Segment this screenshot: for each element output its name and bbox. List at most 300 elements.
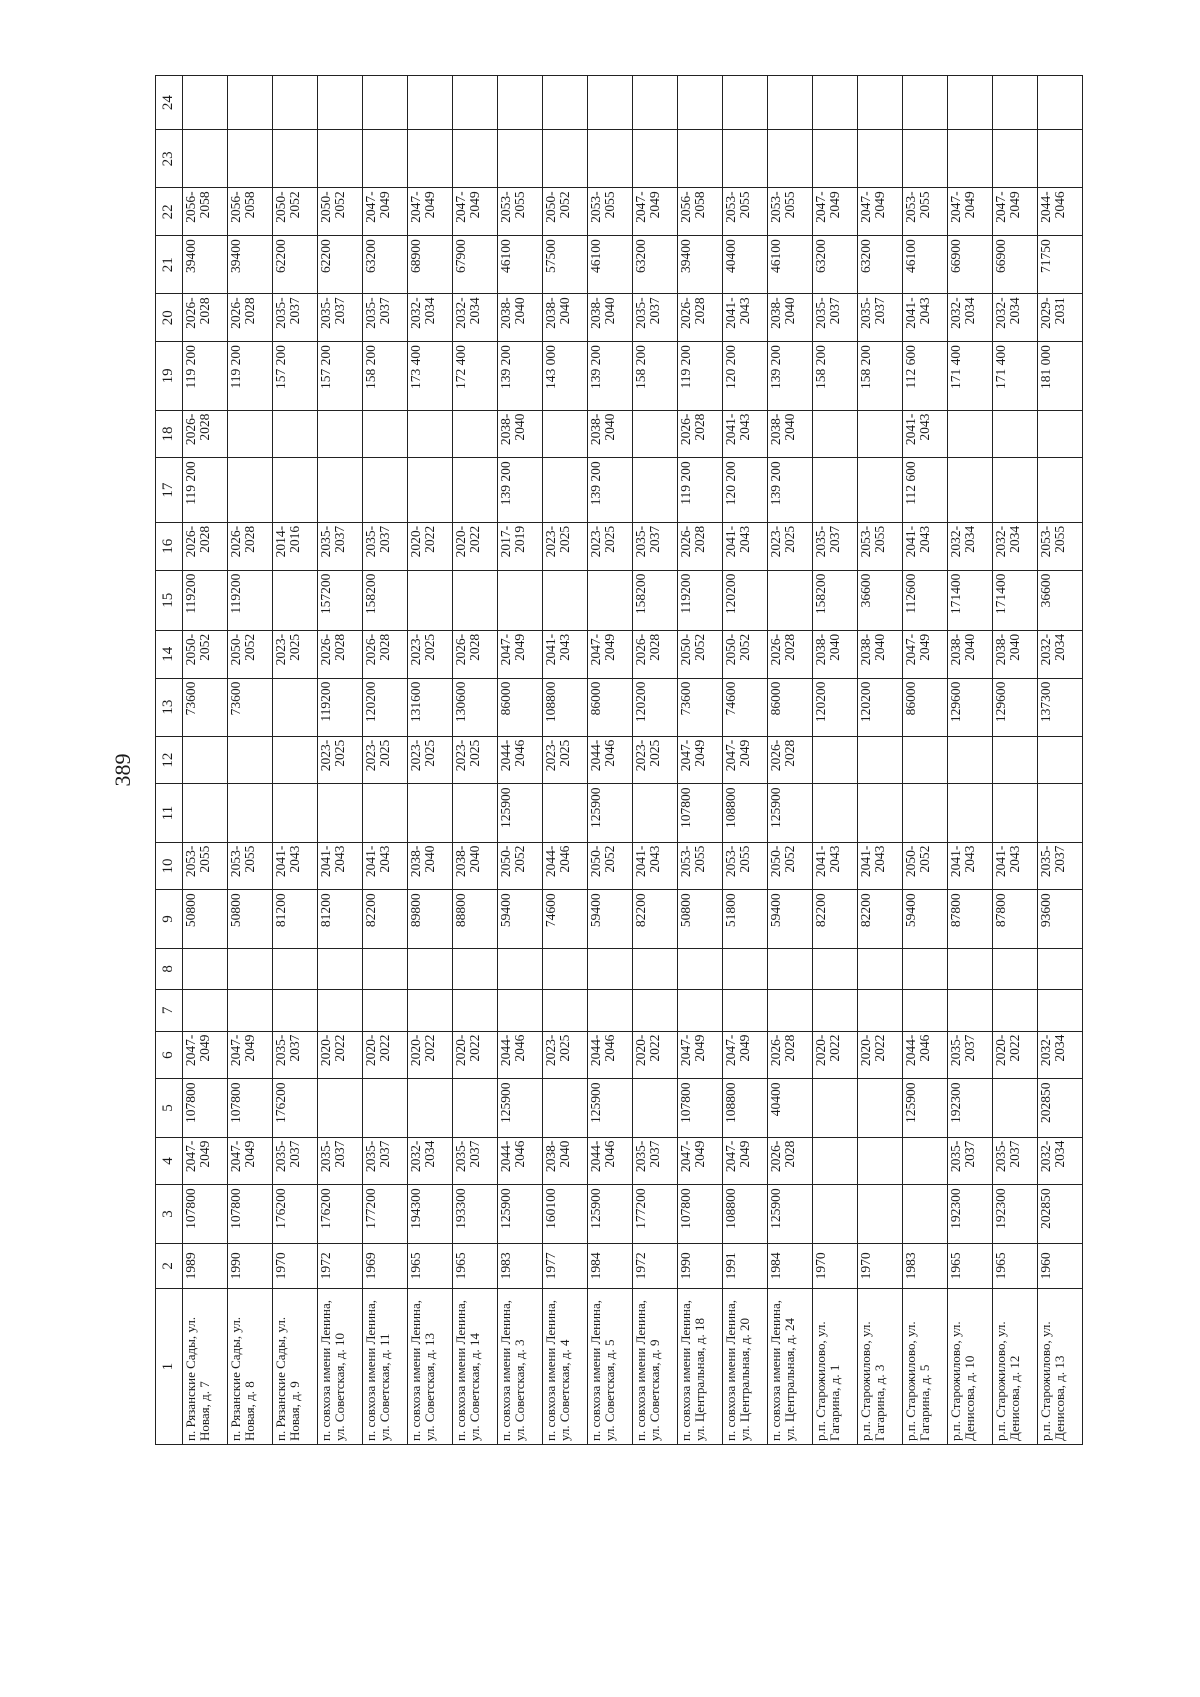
period-cell: 2047-2049: [723, 736, 768, 784]
cost-cell: [408, 784, 453, 842]
cost-cell: 40400: [768, 1079, 813, 1137]
period-cell: 2020-2022: [858, 1031, 903, 1079]
cost-cell: 139 200: [588, 458, 633, 522]
column-header: 9: [156, 890, 183, 948]
cost-cell: 46100: [768, 236, 813, 294]
year-built-cell: 1970: [273, 1243, 318, 1289]
cost-cell: [318, 990, 363, 1032]
cost-cell: 63200: [858, 236, 903, 294]
cost-cell: [453, 570, 498, 630]
cost-cell: [453, 1079, 498, 1137]
address-cell: п. Рязанские Сады, ул. Новая, д. 8: [228, 1289, 273, 1445]
cost-cell: [858, 784, 903, 842]
table-row: [183, 76, 228, 1445]
address-cell: п. Рязанские Сады, ул. Новая, д. 7: [183, 1289, 228, 1445]
cost-cell: 88800: [453, 890, 498, 948]
period-cell: 2044-2046: [498, 1137, 543, 1185]
cost-cell: [993, 990, 1038, 1032]
period-cell: 2035-2037: [318, 294, 363, 342]
cost-cell: 107800: [228, 1079, 273, 1137]
cost-cell: 119 200: [183, 342, 228, 411]
column-header: 19: [156, 342, 183, 411]
period-cell: [813, 76, 858, 130]
cost-cell: 192300: [948, 1079, 993, 1137]
cost-cell: [273, 458, 318, 522]
period-cell: 2029-2031: [1038, 294, 1083, 342]
cost-cell: 93600: [1038, 890, 1083, 948]
period-cell: 2026-2028: [768, 630, 813, 678]
period-cell: 2032-2034: [1038, 1031, 1083, 1079]
period-cell: 2026-2028: [768, 736, 813, 784]
period-cell: 2020-2022: [633, 1031, 678, 1079]
period-cell: 2047-2049: [678, 736, 723, 784]
column-header: 13: [156, 678, 183, 736]
period-cell: 2035-2037: [813, 294, 858, 342]
table-row: [903, 76, 948, 1445]
cost-cell: [813, 990, 858, 1032]
period-cell: 2020-2022: [408, 522, 453, 570]
cost-cell: [813, 130, 858, 188]
cost-cell: 50800: [678, 890, 723, 948]
cost-cell: 125900: [768, 1185, 813, 1243]
cost-cell: 59400: [903, 890, 948, 948]
period-cell: [633, 76, 678, 130]
address-cell: п. совхоза имени Ленина, ул. Центральная, д. 24: [768, 1289, 813, 1445]
period-cell: [273, 76, 318, 130]
period-cell: 2026-2028: [453, 630, 498, 678]
cost-cell: [858, 1185, 903, 1243]
period-cell: 2026-2028: [183, 522, 228, 570]
period-cell: 2026-2028: [768, 1137, 813, 1185]
cost-cell: [363, 458, 408, 522]
period-cell: [453, 76, 498, 130]
cost-cell: 112 600: [903, 458, 948, 522]
period-cell: [453, 948, 498, 990]
address-cell: р.п. Старожилово, ул. Гагарина, д. 5: [903, 1289, 948, 1445]
period-cell: [408, 948, 453, 990]
cost-cell: 158 200: [858, 342, 903, 411]
cost-cell: [903, 130, 948, 188]
period-cell: [858, 76, 903, 130]
period-cell: 2041-2043: [903, 294, 948, 342]
cost-cell: [183, 784, 228, 842]
period-cell: 2035-2037: [633, 294, 678, 342]
table-row: [543, 76, 588, 1445]
cost-cell: [498, 130, 543, 188]
period-cell: 2035-2037: [363, 1137, 408, 1185]
period-cell: [813, 410, 858, 458]
period-cell: 2050-2052: [723, 630, 768, 678]
column-header: 11: [156, 784, 183, 842]
cost-cell: 86000: [768, 678, 813, 736]
period-cell: 2038-2040: [498, 294, 543, 342]
address-cell: п. совхоза имени Ленина, ул. Советская, д. 9: [633, 1289, 678, 1445]
cost-cell: [543, 570, 588, 630]
table-row: [273, 76, 318, 1445]
cost-cell: 125900: [498, 784, 543, 842]
cost-cell: 59400: [498, 890, 543, 948]
cost-cell: 108800: [723, 1185, 768, 1243]
cost-cell: 87800: [948, 890, 993, 948]
cost-cell: 89800: [408, 890, 453, 948]
period-cell: [1038, 76, 1083, 130]
period-cell: 2050-2052: [678, 630, 723, 678]
period-cell: 2035-2037: [633, 522, 678, 570]
cost-cell: 107800: [678, 784, 723, 842]
cost-cell: 158200: [633, 570, 678, 630]
period-cell: 2047-2049: [993, 188, 1038, 236]
cost-cell: 176200: [273, 1079, 318, 1137]
cost-cell: 63200: [633, 236, 678, 294]
cost-cell: [228, 130, 273, 188]
period-cell: 2053-2055: [1038, 522, 1083, 570]
column-header: 17: [156, 458, 183, 522]
period-cell: 2047-2049: [903, 630, 948, 678]
cost-cell: [633, 1079, 678, 1137]
address-cell: р.п. Старожилово, ул. Денисова, д. 13: [1038, 1289, 1083, 1445]
period-cell: 2053-2055: [858, 522, 903, 570]
period-cell: 2023-2025: [543, 522, 588, 570]
period-cell: 2026-2028: [183, 410, 228, 458]
period-cell: 2053-2055: [588, 188, 633, 236]
table-row: [228, 76, 273, 1445]
year-built-cell: 1990: [678, 1243, 723, 1289]
period-cell: [948, 948, 993, 990]
cost-cell: 125900: [498, 1079, 543, 1137]
cost-cell: [543, 990, 588, 1032]
address-cell: р.п. Старожилово, ул. Гагарина, д. 1: [813, 1289, 858, 1445]
period-cell: [228, 410, 273, 458]
period-cell: 2035-2037: [813, 522, 858, 570]
period-cell: 2041-2043: [273, 842, 318, 890]
year-built-cell: 1960: [1038, 1243, 1083, 1289]
cost-cell: 176200: [273, 1185, 318, 1243]
period-cell: 2047-2049: [723, 1137, 768, 1185]
period-cell: 2020-2022: [408, 1031, 453, 1079]
page-number: 389: [110, 753, 135, 787]
address-cell: п. совхоза имени Ленина, ул. Советская, д. 11: [363, 1289, 408, 1445]
cost-cell: [768, 570, 813, 630]
cost-cell: [633, 130, 678, 188]
period-cell: [858, 410, 903, 458]
cost-cell: 157 200: [318, 342, 363, 411]
cost-cell: 107800: [183, 1079, 228, 1137]
cost-cell: [948, 130, 993, 188]
cost-cell: [903, 1185, 948, 1243]
period-cell: 2035-2037: [273, 1137, 318, 1185]
period-cell: 2026-2028: [768, 1031, 813, 1079]
period-cell: 2044-2046: [498, 1031, 543, 1079]
period-cell: 2053-2055: [183, 842, 228, 890]
year-built-cell: 1972: [633, 1243, 678, 1289]
cost-cell: [993, 784, 1038, 842]
period-cell: [993, 736, 1038, 784]
period-cell: 2023-2025: [408, 736, 453, 784]
period-cell: 2023-2025: [543, 1031, 588, 1079]
cost-cell: [633, 990, 678, 1032]
cost-cell: 171 400: [948, 342, 993, 411]
cost-cell: 160100: [543, 1185, 588, 1243]
period-cell: [543, 410, 588, 458]
cost-cell: 51800: [723, 890, 768, 948]
cost-cell: 86000: [588, 678, 633, 736]
column-header: 18: [156, 410, 183, 458]
period-cell: 2023-2025: [768, 522, 813, 570]
period-cell: [363, 410, 408, 458]
year-built-cell: 1969: [363, 1243, 408, 1289]
cost-cell: [183, 130, 228, 188]
period-cell: 2035-2037: [948, 1031, 993, 1079]
column-header: 6: [156, 1031, 183, 1079]
cost-cell: [363, 1079, 408, 1137]
cost-cell: [228, 784, 273, 842]
cost-cell: 192300: [993, 1185, 1038, 1243]
period-cell: 2038-2040: [408, 842, 453, 890]
cost-cell: [1038, 130, 1083, 188]
table-row: [948, 76, 993, 1445]
cost-cell: 157 200: [273, 342, 318, 411]
period-cell: 2014-2016: [273, 522, 318, 570]
cost-cell: 112600: [903, 570, 948, 630]
cost-cell: 173 400: [408, 342, 453, 411]
year-built-cell: 1970: [813, 1243, 858, 1289]
address-cell: п. совхоза имени Ленина, ул. Советская, д. 14: [453, 1289, 498, 1445]
period-cell: 2047-2049: [588, 630, 633, 678]
period-cell: 2041-2043: [543, 630, 588, 678]
period-cell: [408, 76, 453, 130]
cost-cell: [903, 990, 948, 1032]
cost-cell: 120200: [858, 678, 903, 736]
cost-cell: 129600: [993, 678, 1038, 736]
period-cell: 2041-2043: [363, 842, 408, 890]
period-cell: 2047-2049: [858, 188, 903, 236]
table-row: [408, 76, 453, 1445]
period-cell: 2053-2055: [228, 842, 273, 890]
cost-cell: 39400: [228, 236, 273, 294]
cost-cell: [633, 784, 678, 842]
period-cell: 2020-2022: [993, 1031, 1038, 1079]
address-cell: п. совхоза имени Ленина, ул. Советская, д. 4: [543, 1289, 588, 1445]
period-cell: 2026-2028: [228, 294, 273, 342]
period-cell: 2035-2037: [453, 1137, 498, 1185]
cost-cell: 73600: [678, 678, 723, 736]
cost-cell: [408, 1079, 453, 1137]
period-cell: [858, 1137, 903, 1185]
period-cell: 2053-2055: [723, 842, 768, 890]
cost-cell: 194300: [408, 1185, 453, 1243]
period-cell: 2047-2049: [678, 1137, 723, 1185]
column-number-row: [156, 76, 183, 1445]
period-cell: 2050-2052: [228, 630, 273, 678]
cost-cell: 171400: [948, 570, 993, 630]
cost-cell: 82200: [813, 890, 858, 948]
table-row: [588, 76, 633, 1445]
year-built-cell: 1972: [318, 1243, 363, 1289]
period-cell: [1038, 948, 1083, 990]
cost-cell: [228, 458, 273, 522]
cost-cell: 87800: [993, 890, 1038, 948]
cost-cell: [588, 570, 633, 630]
cost-cell: 143 000: [543, 342, 588, 411]
cost-cell: 59400: [768, 890, 813, 948]
period-cell: 2041-2043: [633, 842, 678, 890]
period-cell: [768, 948, 813, 990]
period-cell: [678, 76, 723, 130]
cost-cell: [228, 990, 273, 1032]
period-cell: [588, 948, 633, 990]
column-header: 7: [156, 990, 183, 1032]
period-cell: 2056-2058: [228, 188, 273, 236]
cost-cell: 82200: [633, 890, 678, 948]
cost-cell: 172 400: [453, 342, 498, 411]
period-cell: [588, 76, 633, 130]
cost-cell: 86000: [498, 678, 543, 736]
period-cell: 2032-2034: [408, 1137, 453, 1185]
period-cell: 2032-2034: [453, 294, 498, 342]
period-cell: 2035-2037: [948, 1137, 993, 1185]
address-cell: п. Рязанские Сады, ул. Новая, д. 9: [273, 1289, 318, 1445]
period-cell: [408, 410, 453, 458]
period-cell: 2038-2040: [768, 294, 813, 342]
cost-cell: 158 200: [363, 342, 408, 411]
column-header: 24: [156, 76, 183, 130]
period-cell: [228, 736, 273, 784]
address-cell: п. совхоза имени Ленина, ул. Советская, д. 3: [498, 1289, 543, 1445]
period-cell: 2047-2049: [723, 1031, 768, 1079]
period-cell: [633, 948, 678, 990]
cost-cell: 125900: [588, 784, 633, 842]
cost-cell: 108800: [723, 784, 768, 842]
cost-cell: 107800: [228, 1185, 273, 1243]
cost-cell: 40400: [723, 236, 768, 294]
table-row: [813, 76, 858, 1445]
cost-cell: 46100: [903, 236, 948, 294]
column-header: 8: [156, 948, 183, 990]
cost-cell: [363, 130, 408, 188]
cost-cell: 131600: [408, 678, 453, 736]
period-cell: 2047-2049: [183, 1031, 228, 1079]
cost-cell: [1038, 990, 1083, 1032]
cost-cell: 74600: [543, 890, 588, 948]
cost-cell: [993, 1079, 1038, 1137]
cost-cell: 120200: [723, 570, 768, 630]
period-cell: 2044-2046: [588, 1137, 633, 1185]
period-cell: 2044-2046: [1038, 188, 1083, 236]
period-cell: 2041-2043: [723, 294, 768, 342]
cost-cell: 107800: [678, 1079, 723, 1137]
period-cell: [723, 76, 768, 130]
period-cell: [318, 948, 363, 990]
year-built-cell: 1984: [588, 1243, 633, 1289]
cost-cell: 73600: [228, 678, 273, 736]
period-cell: [993, 410, 1038, 458]
period-cell: 2038-2040: [813, 630, 858, 678]
cost-cell: 202850: [1038, 1079, 1083, 1137]
column-header: 22: [156, 188, 183, 236]
period-cell: 2026-2028: [318, 630, 363, 678]
period-cell: 2023-2025: [588, 522, 633, 570]
period-cell: 2038-2040: [543, 1137, 588, 1185]
column-header: 2: [156, 1243, 183, 1289]
period-cell: [228, 948, 273, 990]
period-cell: 2038-2040: [543, 294, 588, 342]
period-cell: 2023-2025: [543, 736, 588, 784]
column-header: 15: [156, 570, 183, 630]
period-cell: 2032-2034: [993, 522, 1038, 570]
cost-cell: [858, 1079, 903, 1137]
period-cell: 2047-2049: [408, 188, 453, 236]
cost-cell: 125900: [588, 1079, 633, 1137]
period-cell: 2026-2028: [678, 522, 723, 570]
cost-cell: [948, 458, 993, 522]
cost-cell: [633, 458, 678, 522]
period-cell: 2047-2049: [183, 1137, 228, 1185]
period-cell: 2053-2055: [678, 842, 723, 890]
period-cell: 2023-2025: [363, 736, 408, 784]
cost-cell: [543, 784, 588, 842]
period-cell: 2035-2037: [318, 1137, 363, 1185]
cost-cell: [543, 1079, 588, 1137]
period-cell: 2041-2043: [723, 522, 768, 570]
cost-cell: [948, 784, 993, 842]
period-cell: [453, 410, 498, 458]
cost-cell: [453, 784, 498, 842]
cost-cell: [678, 130, 723, 188]
period-cell: 2041-2043: [318, 842, 363, 890]
period-cell: 2044-2046: [498, 736, 543, 784]
cost-cell: [408, 130, 453, 188]
cost-cell: [1038, 784, 1083, 842]
cost-cell: [318, 130, 363, 188]
cost-cell: 63200: [363, 236, 408, 294]
period-cell: 2047-2049: [813, 188, 858, 236]
cost-cell: [408, 990, 453, 1032]
address-cell: р.п. Старожилово, ул. Гагарина, д. 3: [858, 1289, 903, 1445]
cost-cell: 112 600: [903, 342, 948, 411]
period-cell: [273, 410, 318, 458]
table-row: [993, 76, 1038, 1445]
table-row: [633, 76, 678, 1445]
period-cell: [948, 410, 993, 458]
period-cell: 2047-2049: [453, 188, 498, 236]
cost-cell: [453, 458, 498, 522]
cost-cell: 137300: [1038, 678, 1083, 736]
address-cell: п. совхоза имени Ленина, ул. Советская, д. 5: [588, 1289, 633, 1445]
cost-cell: [723, 990, 768, 1032]
period-cell: [1038, 410, 1083, 458]
table-row: [453, 76, 498, 1445]
cost-cell: 119200: [183, 570, 228, 630]
cost-cell: [453, 130, 498, 188]
period-cell: [183, 948, 228, 990]
column-header: 14: [156, 630, 183, 678]
period-cell: 2050-2052: [543, 188, 588, 236]
period-cell: 2032-2034: [408, 294, 453, 342]
cost-cell: [903, 784, 948, 842]
cost-cell: [993, 458, 1038, 522]
cost-cell: 62200: [273, 236, 318, 294]
cost-cell: 57500: [543, 236, 588, 294]
period-cell: [1038, 736, 1083, 784]
cost-cell: 119 200: [678, 458, 723, 522]
table-row: [498, 76, 543, 1445]
cost-cell: 139 200: [588, 342, 633, 411]
period-cell: [903, 76, 948, 130]
cost-cell: 120 200: [723, 342, 768, 411]
period-cell: 2032-2034: [1038, 1137, 1083, 1185]
period-cell: 2038-2040: [498, 410, 543, 458]
cost-cell: [498, 990, 543, 1032]
